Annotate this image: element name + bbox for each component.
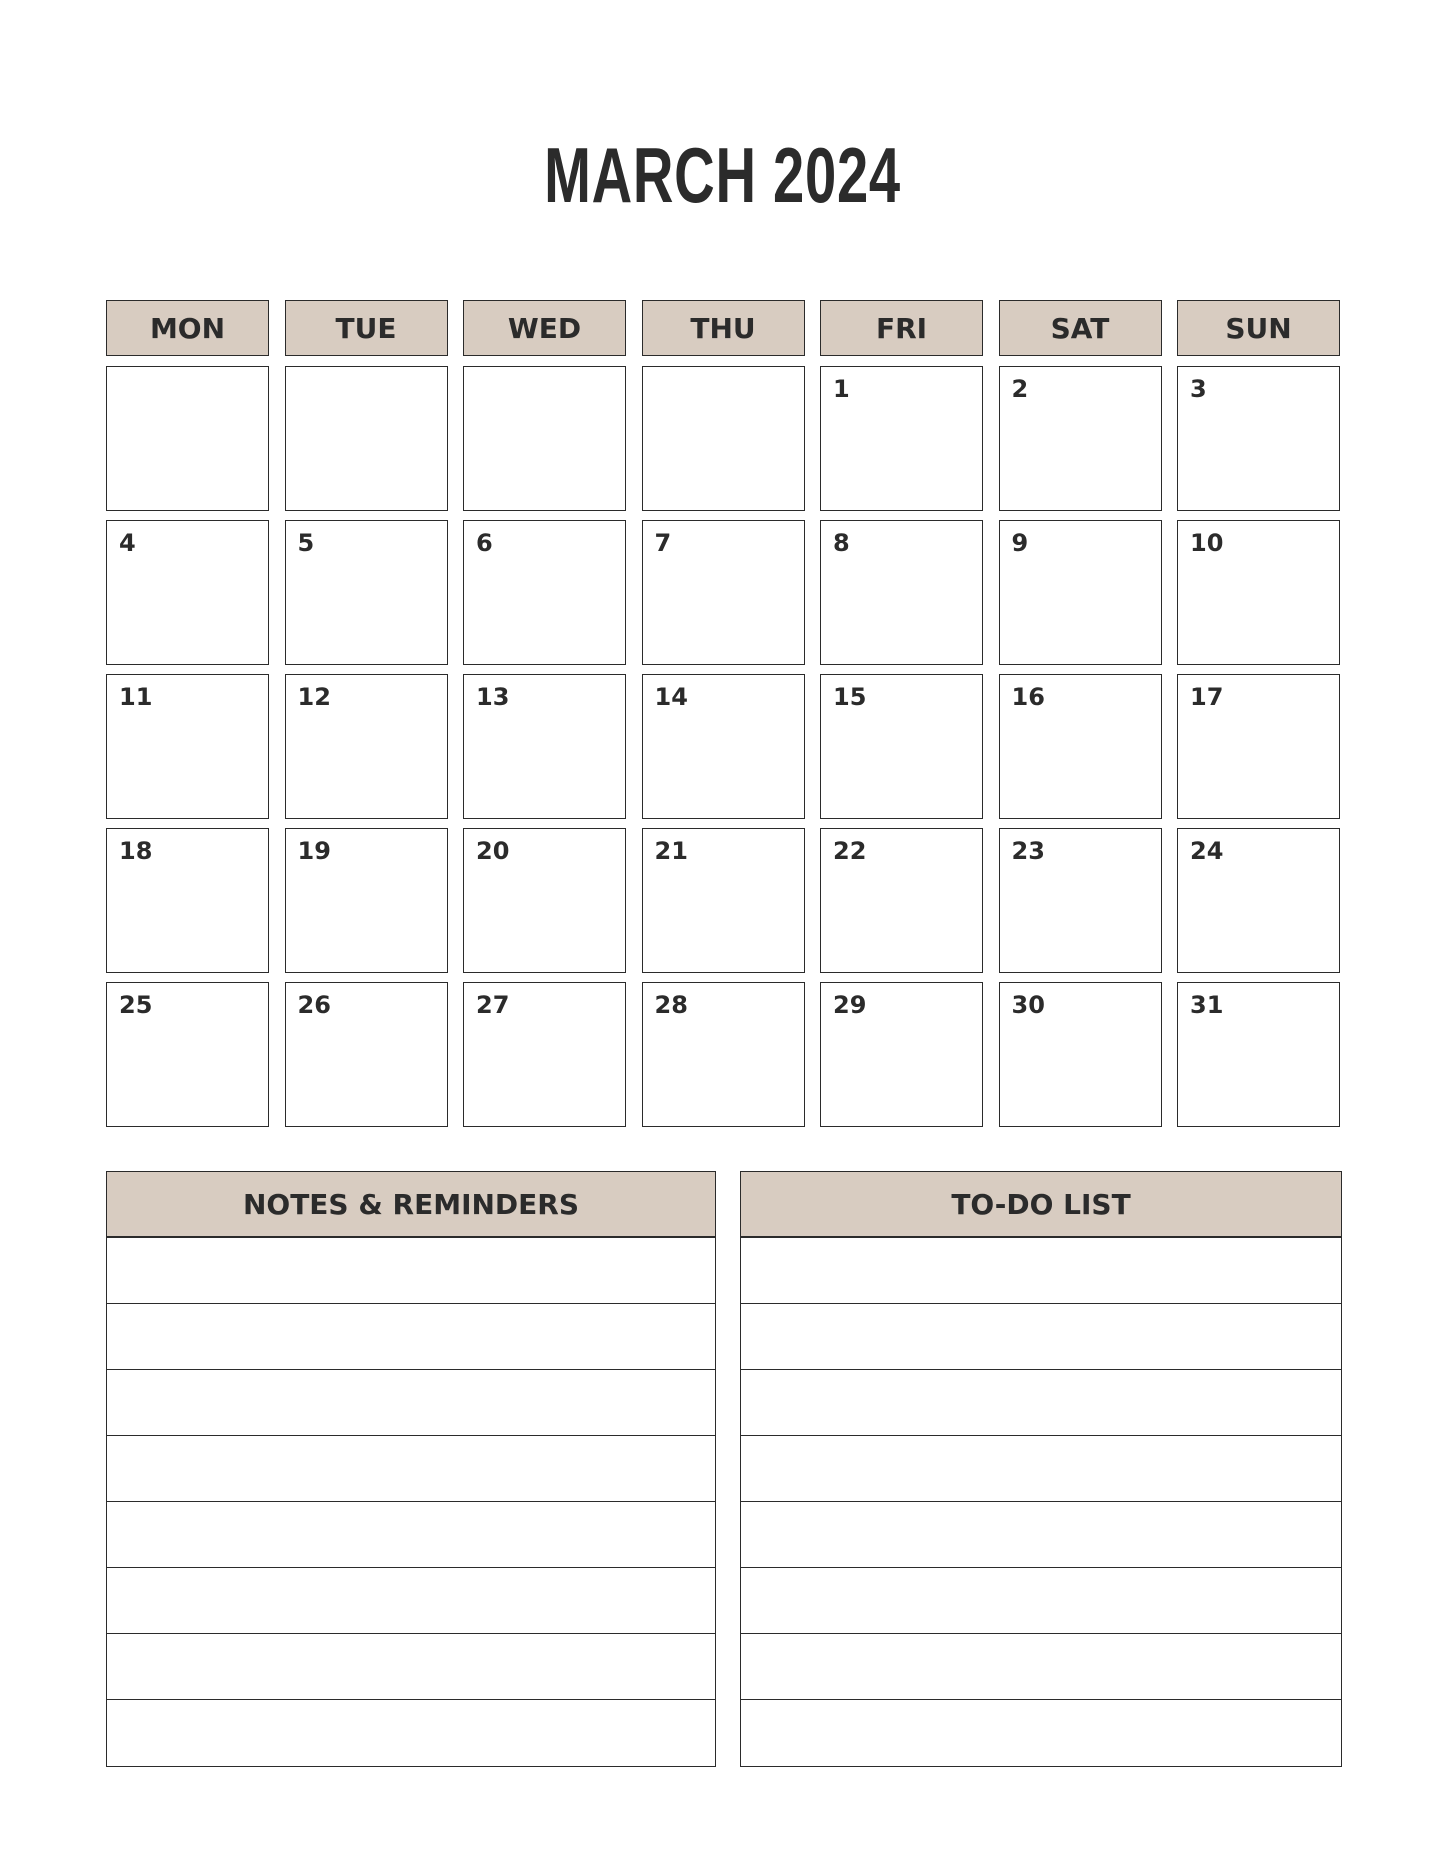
day-cell xyxy=(999,982,1162,1127)
day-cell xyxy=(1177,674,1340,819)
day-cell xyxy=(999,828,1162,973)
notes-line xyxy=(107,1436,715,1502)
day-number: 28 xyxy=(654,991,688,1019)
day-cell xyxy=(106,520,269,665)
day-number: 4 xyxy=(119,529,136,557)
weekday-wed: WED xyxy=(463,300,626,356)
day-cell xyxy=(642,674,805,819)
day-cell xyxy=(285,520,448,665)
todo-list-panel xyxy=(740,1171,1342,1767)
weekday-header-row xyxy=(106,300,1341,366)
day-number: 20 xyxy=(476,837,510,865)
day-number: 14 xyxy=(654,683,688,711)
weekday-sat: SAT xyxy=(999,300,1162,356)
todo-line xyxy=(741,1370,1341,1436)
notes-line xyxy=(107,1634,715,1700)
day-number: 10 xyxy=(1190,529,1224,557)
day-cell xyxy=(463,828,626,973)
empty-day-cell xyxy=(285,366,448,511)
empty-day-cell xyxy=(106,366,269,511)
notes-reminders-heading: NOTES & REMINDERS xyxy=(107,1172,715,1238)
todo-line xyxy=(741,1238,1341,1304)
day-cell xyxy=(1177,366,1340,511)
weekday-tue: TUE xyxy=(285,300,448,356)
empty-day-cell xyxy=(463,366,626,511)
day-cell xyxy=(642,828,805,973)
todo-line xyxy=(741,1568,1341,1634)
notes-line xyxy=(107,1304,715,1370)
day-number: 30 xyxy=(1011,991,1045,1019)
day-number: 7 xyxy=(654,529,672,557)
day-cell xyxy=(999,674,1162,819)
notes-line xyxy=(107,1370,715,1436)
day-number: 8 xyxy=(833,529,850,557)
day-cell xyxy=(820,520,983,665)
day-number: 21 xyxy=(654,837,688,865)
day-number: 1 xyxy=(833,375,850,403)
day-number: 22 xyxy=(833,837,867,865)
day-number: 5 xyxy=(297,529,315,557)
day-number: 6 xyxy=(476,529,493,557)
day-number: 29 xyxy=(833,991,867,1019)
notes-reminders-panel xyxy=(106,1171,716,1767)
calendar-grid xyxy=(106,366,1341,1127)
day-number: 24 xyxy=(1190,837,1224,865)
todo-line xyxy=(741,1502,1341,1568)
todo-line xyxy=(741,1436,1341,1502)
day-cell xyxy=(285,982,448,1127)
day-cell xyxy=(285,828,448,973)
todo-line xyxy=(741,1700,1341,1766)
notes-line xyxy=(107,1238,715,1304)
calendar-title: MARCH 2024 xyxy=(544,131,901,219)
day-number: 11 xyxy=(119,683,153,711)
notes-line xyxy=(107,1700,715,1766)
day-cell xyxy=(1177,982,1340,1127)
day-cell xyxy=(106,982,269,1127)
day-number: 12 xyxy=(297,683,331,711)
todo-list-heading: TO-DO LIST xyxy=(741,1172,1341,1238)
day-cell xyxy=(106,828,269,973)
todo-line xyxy=(741,1304,1341,1370)
weekday-sun: SUN xyxy=(1177,300,1340,356)
day-number: 2 xyxy=(1011,375,1029,403)
day-cell xyxy=(463,674,626,819)
day-cell xyxy=(463,520,626,665)
day-number: 19 xyxy=(297,837,331,865)
weekday-mon: MON xyxy=(106,300,269,356)
day-cell xyxy=(642,982,805,1127)
day-number: 13 xyxy=(476,683,510,711)
day-cell xyxy=(999,520,1162,665)
day-number: 31 xyxy=(1190,991,1224,1019)
notes-line xyxy=(107,1568,715,1634)
weekday-fri: FRI xyxy=(820,300,983,356)
day-cell xyxy=(642,520,805,665)
day-cell xyxy=(463,982,626,1127)
day-number: 23 xyxy=(1011,837,1045,865)
day-cell xyxy=(1177,828,1340,973)
day-cell xyxy=(285,674,448,819)
day-number: 27 xyxy=(476,991,510,1019)
day-cell xyxy=(1177,520,1340,665)
day-cell xyxy=(999,366,1162,511)
day-cell xyxy=(820,366,983,511)
day-number: 17 xyxy=(1190,683,1224,711)
empty-day-cell xyxy=(642,366,805,511)
day-cell xyxy=(106,674,269,819)
notes-line xyxy=(107,1502,715,1568)
day-cell xyxy=(820,982,983,1127)
day-number: 15 xyxy=(833,683,867,711)
day-cell xyxy=(820,674,983,819)
day-cell xyxy=(820,828,983,973)
day-number: 18 xyxy=(119,837,153,865)
day-number: 25 xyxy=(119,991,153,1019)
day-number: 16 xyxy=(1011,683,1045,711)
todo-line xyxy=(741,1634,1341,1700)
weekday-thu: THU xyxy=(642,300,805,356)
day-number: 3 xyxy=(1190,375,1207,403)
day-number: 9 xyxy=(1011,529,1029,557)
day-number: 26 xyxy=(297,991,331,1019)
